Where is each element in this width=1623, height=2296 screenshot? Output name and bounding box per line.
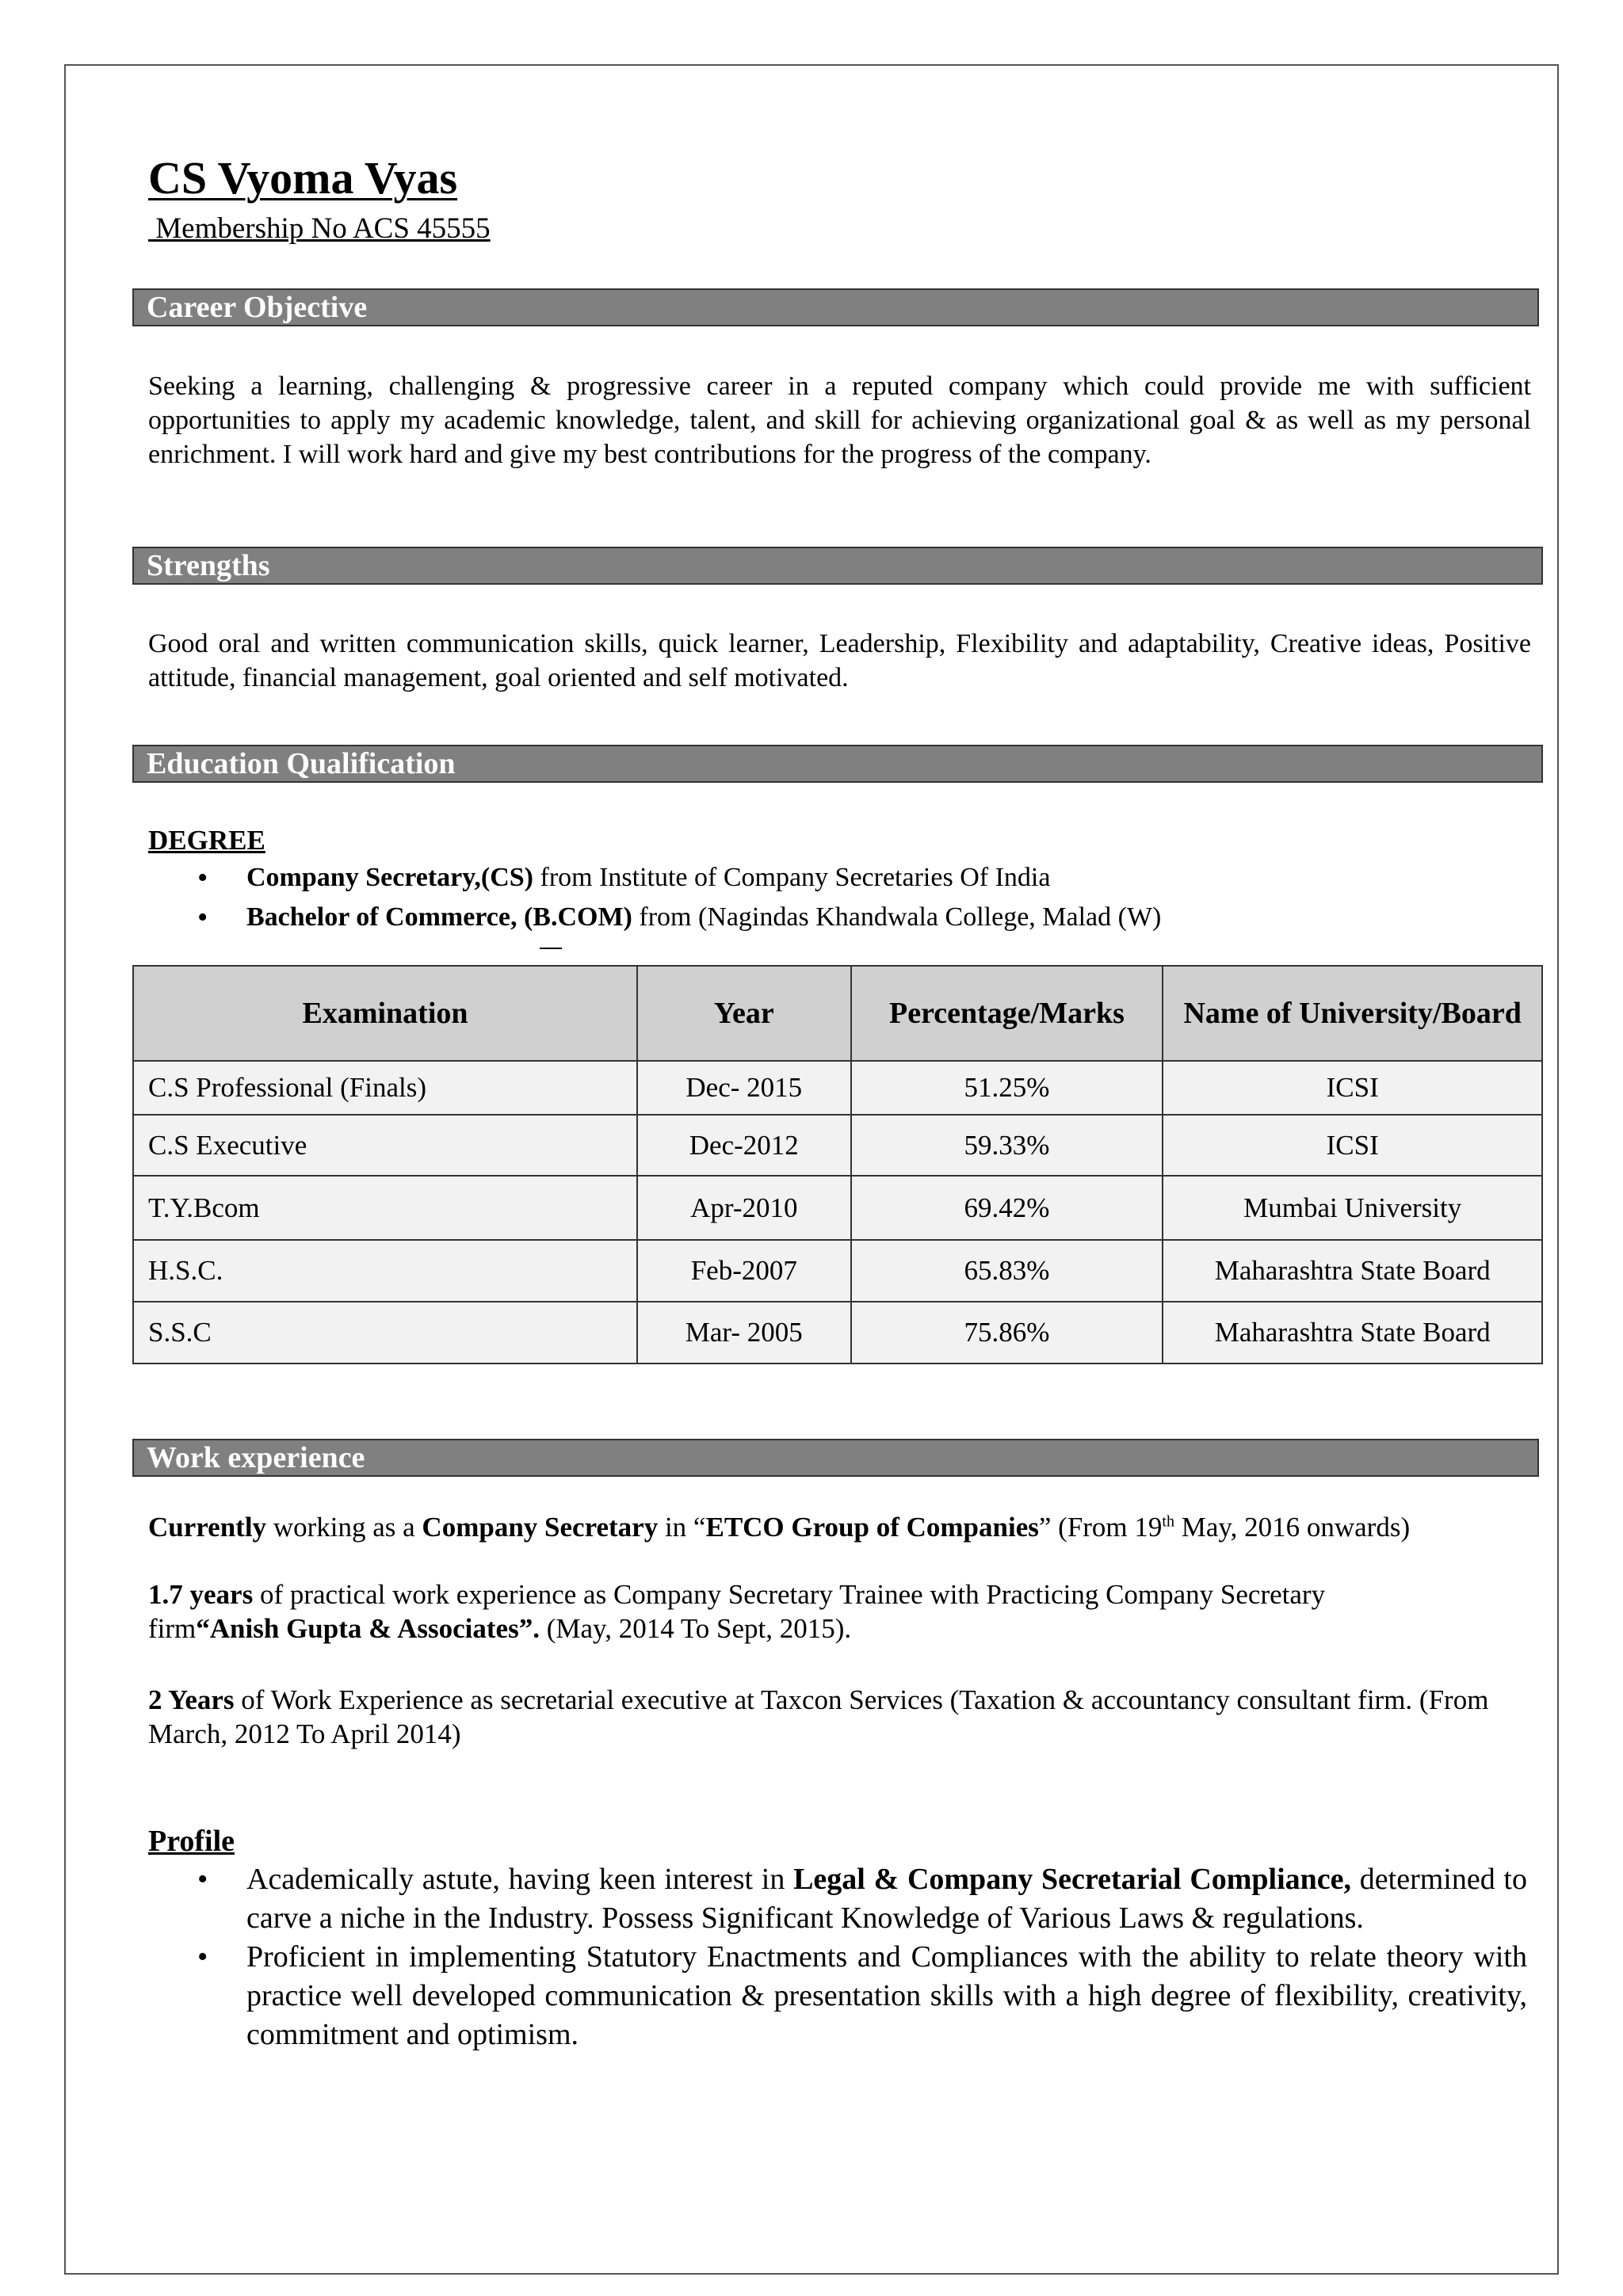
cell-year: Feb-2007 [637,1240,851,1302]
degree-item: • Company Secretary,(CS) from Institute of Company Secretaries Of India [148,858,1161,898]
cell-year: Dec- 2015 [637,1061,851,1115]
table-row [133,1115,1542,1176]
profile-list [148,1860,1527,2054]
cell-university: Maharashtra State Board [1163,1302,1542,1363]
candidate-name: CS Vyoma Vyas [148,152,458,204]
education-heading: Education Qualification [132,745,1543,783]
cell-year: Dec-2012 [637,1115,851,1176]
profile-heading: Profile [148,1825,235,1858]
cell-university: ICSI [1163,1115,1542,1176]
cell-examination: H.S.C. [133,1240,637,1302]
education-table [132,965,1543,1364]
cell-year: Apr-2010 [637,1176,851,1240]
cell-percentage: 69.42% [851,1176,1163,1240]
col-header-university: Name of University/Board [1163,966,1542,1061]
col-header-percentage: Percentage/Marks [851,966,1163,1061]
profile-item: • Academically astute, having keen interest in Legal & Company Secretarial Compliance, determined to carve a niche in the Industry. Possess Significant Knowledge of Various Laws & regulations. [148,1860,1527,1938]
col-header-year: Year [637,966,851,1061]
work-trainee: 1.7 years of practical work experience as Company Secretary Trainee with Practicing Company Secretary firm“Anish Gupta & Associates”. (May, 2014 To Sept, 2015). [148,1579,1326,1644]
membership-number: Membership No ACS 45555 [148,212,491,245]
cell-university: Mumbai University [1163,1176,1542,1240]
cell-university: Maharashtra State Board [1163,1240,1542,1302]
table-header-row [133,966,1542,1061]
degree-heading: DEGREE [148,825,265,856]
cell-examination: T.Y.Bcom [133,1176,637,1240]
work-experience-heading: Work experience [132,1439,1539,1477]
cell-percentage: 59.33% [851,1115,1163,1176]
strengths-text: Good oral and written communication skills, quick learner, Leadership, Flexibility and adaptability, Creative ideas, Positive attitude, financial management, goal oriented and self motivated. [148,629,1531,692]
cell-university: ICSI [1163,1061,1542,1115]
profile-item: • Proficient in implementing Statutory Enactments and Compliances with the ability to relate theory with practice well developed communication & presentation skills with a high degree of flexibility, creativity, commitment and optimism. [148,1938,1527,2054]
cell-percentage: 51.25% [851,1061,1163,1115]
table-row [133,1302,1542,1363]
cell-examination: S.S.C [133,1302,637,1363]
cell-examination: C.S Executive [133,1115,637,1176]
career-objective-heading: Career Objective [132,288,1539,326]
divider-dash [540,948,562,949]
degree-list [148,858,1161,937]
cell-examination: C.S Professional (Finals) [133,1061,637,1115]
table-row [133,1240,1542,1302]
cell-percentage: 65.83% [851,1240,1163,1302]
cell-percentage: 75.86% [851,1302,1163,1363]
work-executive: 2 Years of Work Experience as secretarial executive at Taxcon Services (Taxation & accountancy consultant firm. (From March, 2012 To April 2014) [148,1684,1489,1749]
table-row [133,1176,1542,1240]
strengths-heading: Strengths [132,547,1543,585]
career-objective-text: Seeking a learning, challenging & progressive career in a reputed company which could provide me with sufficient opportunities to apply my academic knowledge, talent, and skill for achieving organizational goal & as well as my personal enrichment. I will work hard and give my best contributions for the progress of the company. [148,372,1531,469]
table-row [133,1061,1542,1115]
cell-year: Mar- 2005 [637,1302,851,1363]
work-current: Currently working as a Company Secretary in “ETCO Group of Companies” (From 19th May, 2016 onwards) [148,1512,1411,1543]
col-header-examination: Examination [133,966,637,1061]
degree-item: • Bachelor of Commerce, (B.COM) from (Nagindas Khandwala College, Malad (W) [148,898,1161,937]
